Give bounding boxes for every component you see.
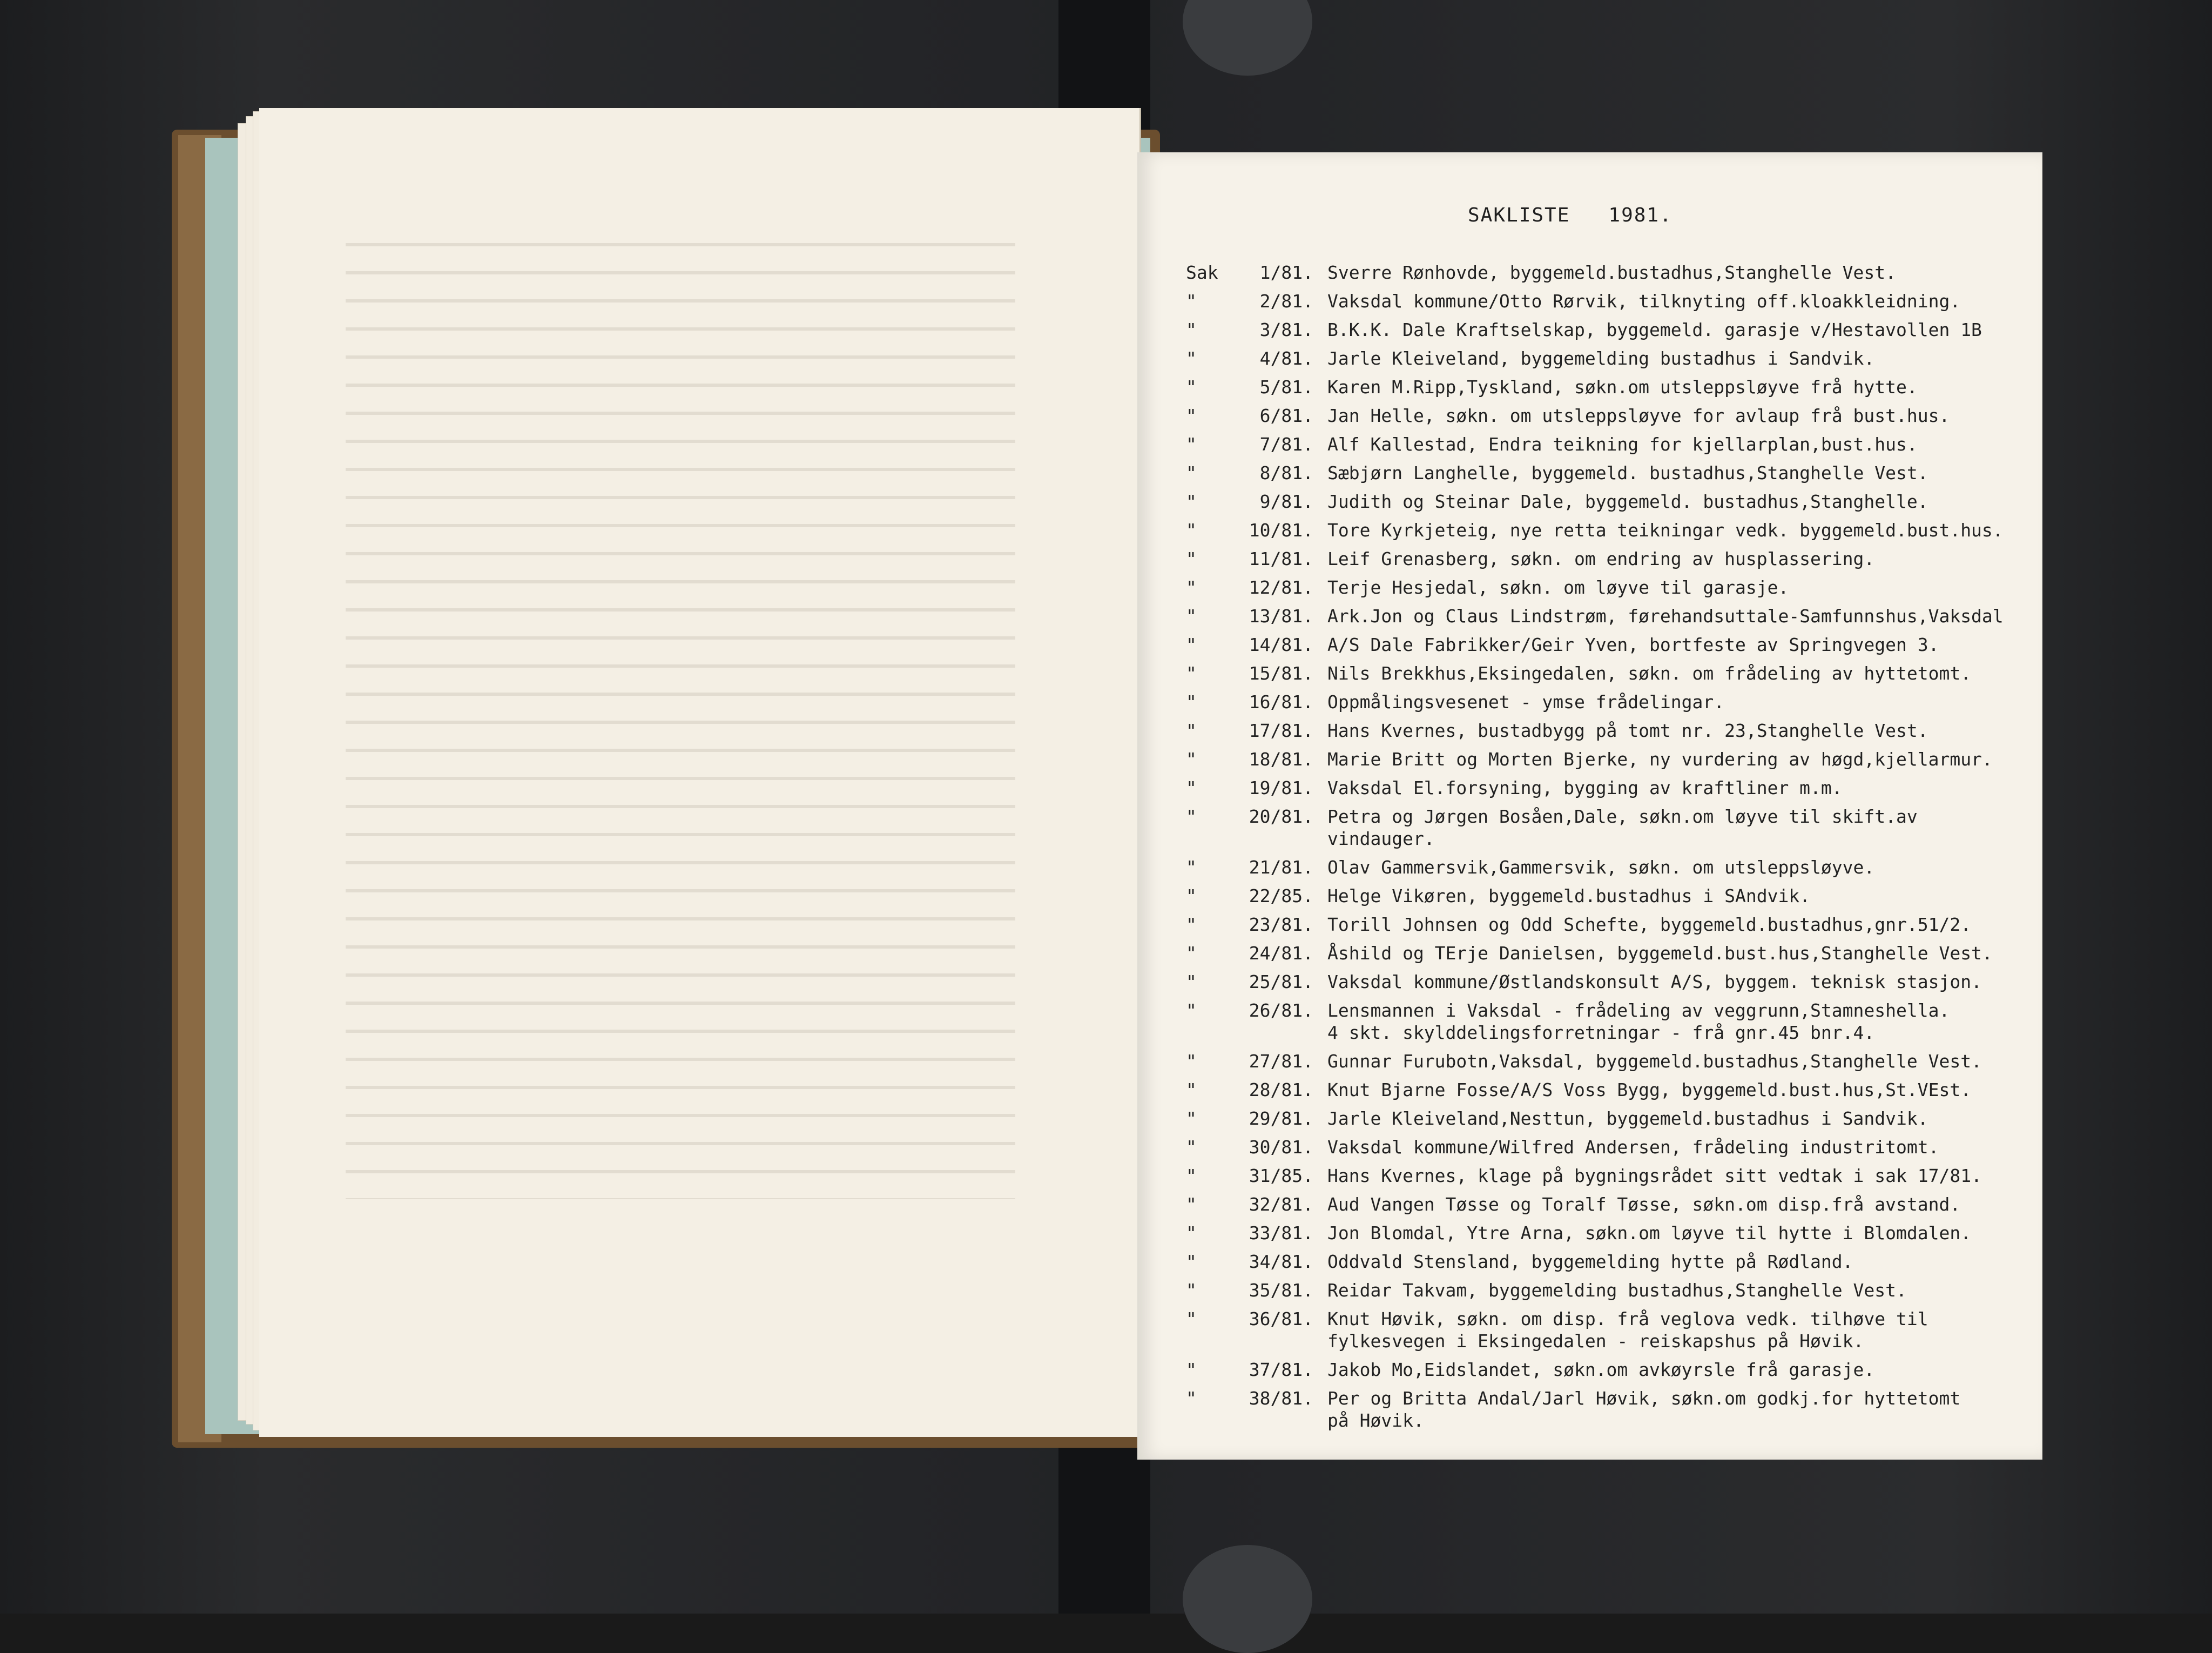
case-prefix: " (1186, 405, 1197, 426)
case-entry (1186, 519, 2042, 541)
case-number: 8/81. (1259, 462, 1313, 483)
case-description: Sverre Rønhovde, byggemeld.bustadhus,Stanghelle Vest. (1327, 262, 1896, 283)
case-prefix: " (1186, 663, 1197, 684)
case-entry (1186, 691, 2042, 713)
case-number: 24/81. (1249, 943, 1313, 964)
case-entry (1186, 720, 2042, 742)
case-number: 32/81. (1249, 1194, 1313, 1215)
case-number: 30/81. (1249, 1137, 1313, 1158)
case-prefix: " (1186, 520, 1197, 541)
case-prefix: " (1186, 1280, 1197, 1301)
case-prefix: " (1186, 691, 1197, 713)
case-prefix: " (1186, 806, 1197, 827)
case-description: Hans Kvernes, klage på bygningsrådet sitt vedtak i sak 17/81. (1327, 1165, 1982, 1186)
case-prefix: " (1186, 857, 1197, 878)
case-description: Oppmålingsvesenet - ymse frådelingar. (1327, 691, 1725, 713)
case-prefix: " (1186, 1051, 1197, 1072)
case-number: 27/81. (1249, 1051, 1313, 1072)
case-prefix: " (1186, 720, 1197, 741)
case-entry (1186, 634, 2042, 656)
case-number: 14/81. (1249, 634, 1313, 655)
case-description: Tore Kyrkjeteig, nye retta teikningar vedk. byggemeld.bust.hus. (1327, 520, 2004, 541)
case-entry (1186, 913, 2042, 936)
case-description: Petra og Jørgen Bosåen,Dale, søkn.om løyve til skift.av vindauger. (1327, 806, 1918, 849)
case-prefix: " (1186, 462, 1197, 483)
case-number: 26/81. (1249, 1000, 1313, 1021)
case-description: Vaksdal El.forsyning, bygging av kraftliner m.m. (1327, 777, 1843, 798)
case-number: 10/81. (1249, 520, 1313, 541)
case-number: 4/81. (1259, 348, 1313, 369)
case-description: Lensmannen i Vaksdal - frådeling av veggrunn,Stamneshella. 4 skt. skylddelingsforretningar - frå gnr.45 bnr.4. (1327, 1000, 1950, 1043)
case-prefix: " (1186, 749, 1197, 770)
case-prefix: " (1186, 1137, 1197, 1158)
case-prefix: " (1186, 348, 1197, 369)
case-entry (1186, 1222, 2042, 1244)
page-title: SAKLISTE 1981. (1468, 204, 1673, 226)
left-page-bleed-through (346, 227, 1015, 1199)
case-description: Jon Blomdal, Ytre Arna, søkn.om løyve til hytte i Blomdalen. (1327, 1222, 1972, 1244)
case-prefix: " (1186, 885, 1197, 906)
case-number: 12/81. (1249, 577, 1313, 598)
case-description: Leif Grenasberg, søkn. om endring av husplassering. (1327, 548, 1875, 569)
case-description: Vaksdal kommune/Østlandskonsult A/S, byggem. teknisk stasjon. (1327, 971, 1982, 992)
case-description: Torill Johnsen og Odd Schefte, byggemeld.bustadhus,gnr.51/2. (1327, 914, 1972, 935)
case-description: Alf Kallestad, Endra teikning for kjellarplan,bust.hus. (1327, 434, 1918, 455)
case-number: 31/85. (1249, 1165, 1313, 1186)
scanner-clamp-bottom (1183, 1545, 1312, 1653)
case-description: Nils Brekkhus,Eksingedalen, søkn. om frådeling av hyttetomt. (1327, 663, 1972, 684)
case-prefix: " (1186, 491, 1197, 512)
case-description: Aud Vangen Tøsse og Toralf Tøsse, søkn.om disp.frå avstand. (1327, 1194, 1961, 1215)
case-description: Judith og Steinar Dale, byggemeld. bustadhus,Stanghelle. (1327, 491, 1928, 512)
case-description: Olav Gammersvik,Gammersvik, søkn. om utsleppsløyve. (1327, 857, 1875, 878)
case-entry (1186, 605, 2042, 627)
case-prefix: " (1186, 777, 1197, 798)
case-description: Jan Helle, søkn. om utsleppsløyve for avlaup frå bust.hus. (1327, 405, 1950, 426)
case-entry (1186, 405, 2042, 427)
case-description: Gunnar Furubotn,Vaksdal, byggemeld.bustadhus,Stanghelle Vest. (1327, 1051, 1982, 1072)
case-prefix: " (1186, 319, 1197, 340)
case-description: Vaksdal kommune/Wilfred Andersen, frådeling industritomt. (1327, 1137, 1939, 1158)
case-number: 33/81. (1249, 1222, 1313, 1244)
case-description: Åshild og TErje Danielsen, byggemeld.bust.hus,Stanghelle Vest. (1327, 943, 1993, 964)
case-number: 1/81. (1259, 262, 1313, 283)
case-number: 38/81. (1249, 1388, 1313, 1409)
case-number: 18/81. (1249, 749, 1313, 770)
case-prefix: " (1186, 434, 1197, 455)
case-list (1186, 261, 2042, 1438)
case-entry (1186, 290, 2042, 312)
case-description: Vaksdal kommune/Otto Rørvik, tilknyting off.kloakkleidning. (1327, 291, 1961, 312)
case-number: 5/81. (1259, 377, 1313, 398)
case-prefix: " (1186, 634, 1197, 655)
case-entry (1186, 261, 2042, 284)
case-entry (1186, 433, 2042, 455)
case-entry (1186, 885, 2042, 907)
case-prefix: " (1186, 1194, 1197, 1215)
case-entry (1186, 1136, 2042, 1158)
case-entry (1186, 999, 2042, 1044)
case-description: Jarle Kleiveland,Nesttun, byggemeld.bustadhus i Sandvik. (1327, 1108, 1928, 1129)
case-number: 25/81. (1249, 971, 1313, 992)
case-entry (1186, 1308, 2042, 1352)
case-description: B.K.K. Dale Kraftselskap, byggemeld. garasje v/Hestavollen 1B (1327, 319, 1982, 340)
case-entry (1186, 1387, 2042, 1432)
case-entry (1186, 576, 2042, 599)
case-entry (1186, 490, 2042, 513)
case-prefix: " (1186, 1165, 1197, 1186)
case-prefix: " (1186, 914, 1197, 935)
case-description: Oddvald Stensland, byggemelding hytte på Rødland. (1327, 1251, 1853, 1272)
case-entry (1186, 1359, 2042, 1381)
case-number: 17/81. (1249, 720, 1313, 741)
case-prefix: " (1186, 1388, 1197, 1409)
case-number: 6/81. (1259, 405, 1313, 426)
case-prefix: " (1186, 943, 1197, 964)
case-description: Marie Britt og Morten Bjerke, ny vurdering av høgd,kjellarmur. (1327, 749, 1993, 770)
case-entry (1186, 942, 2042, 964)
case-number: 22/85. (1249, 885, 1313, 906)
case-entry (1186, 1279, 2042, 1301)
case-entry (1186, 319, 2042, 341)
case-entry (1186, 662, 2042, 684)
case-prefix: " (1186, 548, 1197, 569)
case-number: 21/81. (1249, 857, 1313, 878)
case-entry (1186, 548, 2042, 570)
case-number: 36/81. (1249, 1308, 1313, 1329)
case-description: Helge Vikøren, byggemeld.bustadhus i SAndvik. (1327, 885, 1811, 906)
case-prefix: " (1186, 1308, 1197, 1329)
case-number: 15/81. (1249, 663, 1313, 684)
case-entry (1186, 1251, 2042, 1273)
case-number: 35/81. (1249, 1280, 1313, 1301)
case-entry (1186, 1193, 2042, 1215)
case-prefix: " (1186, 291, 1197, 312)
case-entry (1186, 376, 2042, 398)
case-entry (1186, 1165, 2042, 1187)
case-description: Hans Kvernes, bustadbygg på tomt nr. 23,Stanghelle Vest. (1327, 720, 1928, 741)
case-description: Reidar Takvam, byggemelding bustadhus,Stanghelle Vest. (1327, 1280, 1907, 1301)
case-prefix: " (1186, 1108, 1197, 1129)
case-prefix: Sak (1186, 262, 1218, 283)
case-description: Knut Høvik, søkn. om disp. frå veglova vedk. tilhøve til fylkesvegen i Eksingedalen - reiskapshus på Høvik. (1327, 1308, 1928, 1352)
case-prefix: " (1186, 1000, 1197, 1021)
case-description: Terje Hesjedal, søkn. om løyve til garasje. (1327, 577, 1789, 598)
case-description: Jakob Mo,Eidslandet, søkn.om avkøyrsle frå garasje. (1327, 1359, 1875, 1380)
case-entry (1186, 856, 2042, 878)
case-prefix: " (1186, 577, 1197, 598)
case-number: 2/81. (1259, 291, 1313, 312)
case-number: 23/81. (1249, 914, 1313, 935)
case-description: Sæbjørn Langhelle, byggemeld. bustadhus,Stanghelle Vest. (1327, 462, 1928, 483)
case-number: 3/81. (1259, 319, 1313, 340)
case-number: 11/81. (1249, 548, 1313, 569)
case-number: 34/81. (1249, 1251, 1313, 1272)
case-entry (1186, 748, 2042, 770)
case-entry (1186, 805, 2042, 850)
case-entry (1186, 1079, 2042, 1101)
case-description: Per og Britta Andal/Jarl Høvik, søkn.om godkj.for hyttetomt på Høvik. (1327, 1388, 1961, 1431)
case-number: 28/81. (1249, 1079, 1313, 1100)
case-prefix: " (1186, 377, 1197, 398)
case-description: Knut Bjarne Fosse/A/S Voss Bygg, byggemeld.bust.hus,St.VEst. (1327, 1079, 1972, 1100)
case-entry (1186, 462, 2042, 484)
case-prefix: " (1186, 971, 1197, 992)
case-entry (1186, 971, 2042, 993)
case-number: 20/81. (1249, 806, 1313, 827)
case-number: 29/81. (1249, 1108, 1313, 1129)
case-prefix: " (1186, 606, 1197, 627)
case-number: 9/81. (1259, 491, 1313, 512)
case-entry (1186, 347, 2042, 369)
case-number: 13/81. (1249, 606, 1313, 627)
case-number: 7/81. (1259, 434, 1313, 455)
case-prefix: " (1186, 1359, 1197, 1380)
case-entry (1186, 1107, 2042, 1130)
case-entry (1186, 777, 2042, 799)
case-description: A/S Dale Fabrikker/Geir Yven, bortfeste av Springvegen 3. (1327, 634, 1939, 655)
case-prefix: " (1186, 1222, 1197, 1244)
case-description: Karen M.Ripp,Tyskland, søkn.om utsleppsløyve frå hytte. (1327, 377, 1918, 398)
case-number: 37/81. (1249, 1359, 1313, 1380)
case-entry (1186, 1050, 2042, 1072)
case-number: 19/81. (1249, 777, 1313, 798)
case-number: 16/81. (1249, 691, 1313, 713)
case-description: Jarle Kleiveland, byggemelding bustadhus i Sandvik. (1327, 348, 1875, 369)
case-description: Ark.Jon og Claus Lindstrøm, førehandsuttale-Samfunnshus,Vaksdal (1327, 606, 2004, 627)
case-prefix: " (1186, 1251, 1197, 1272)
case-prefix: " (1186, 1079, 1197, 1100)
